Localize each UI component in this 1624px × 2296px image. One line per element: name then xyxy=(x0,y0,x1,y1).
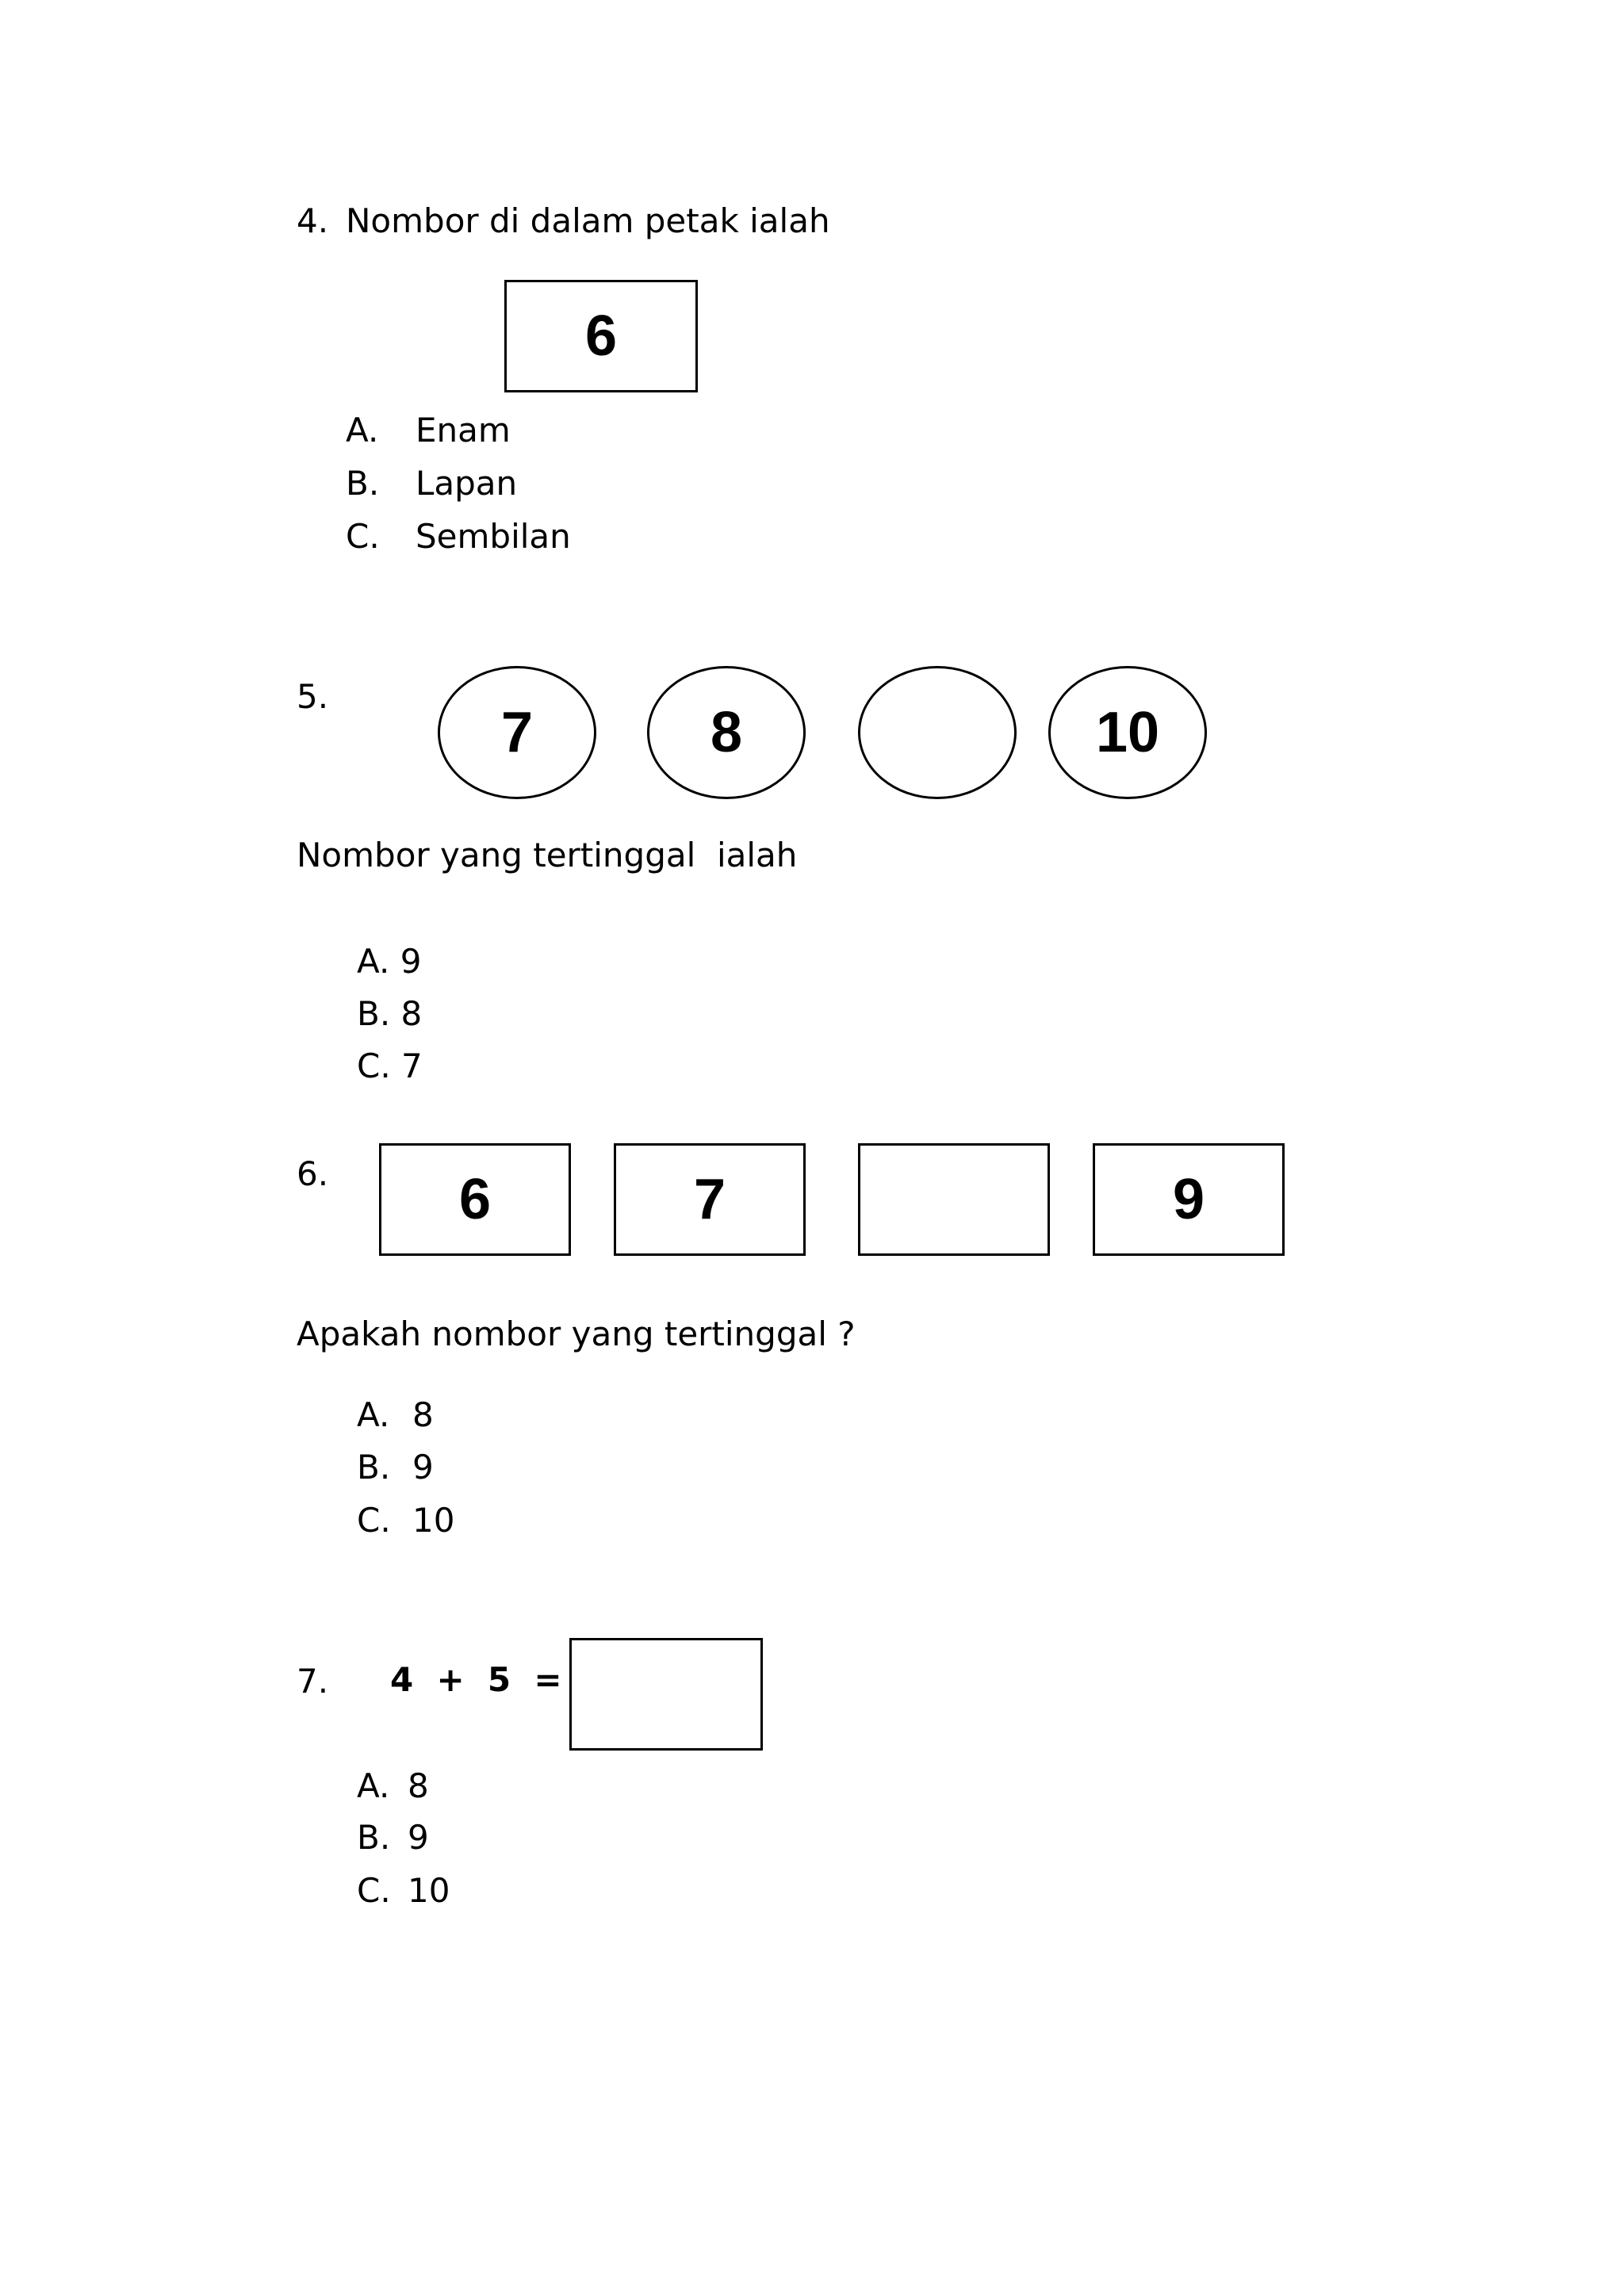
q4-option-c-letter: C. xyxy=(346,517,380,556)
q6-box-2: 7 xyxy=(614,1143,806,1256)
q6-box-4: 9 xyxy=(1093,1143,1285,1256)
q7-option-a-letter: A. xyxy=(357,1766,390,1805)
q5-question: Nombor yang tertinggal ialah xyxy=(297,836,798,874)
q4-number: 4. xyxy=(297,201,329,240)
q6-box-blank xyxy=(858,1143,1050,1256)
q4-question: Nombor di dalam petak ialah xyxy=(346,201,830,240)
q6-option-c-letter: C. xyxy=(357,1501,391,1540)
q6-option-a-text: 8 xyxy=(412,1395,434,1434)
q5-circle-blank xyxy=(858,666,1017,799)
q7-answer-box xyxy=(569,1638,763,1751)
q6-question: Apakah nombor yang tertinggal ? xyxy=(297,1314,856,1353)
q4-option-c-text: Sembilan xyxy=(416,517,571,556)
q7-option-c-text: 10 xyxy=(408,1871,450,1910)
q6-option-c-text: 10 xyxy=(412,1501,455,1540)
q7-option-c-letter: C. xyxy=(357,1871,391,1910)
q6-box-1: 6 xyxy=(379,1143,571,1256)
q6-option-a-letter: A. xyxy=(357,1395,390,1434)
q5-option-b: B. 8 xyxy=(357,994,423,1033)
q7-option-a-text: 8 xyxy=(408,1766,429,1805)
q5-circle-1: 7 xyxy=(438,666,596,799)
q7-number: 7. xyxy=(297,1662,329,1701)
q4-option-a-text: Enam xyxy=(416,411,511,450)
q7-equation: 4 + 5 = xyxy=(390,1660,562,1699)
q7-option-b-letter: B. xyxy=(357,1818,391,1857)
q5-option-a: A. 9 xyxy=(357,942,422,981)
q4-number-box: 6 xyxy=(504,280,698,392)
q4-option-a-letter: A. xyxy=(346,411,379,450)
q4-option-b-letter: B. xyxy=(346,464,380,503)
q5-circle-4: 10 xyxy=(1048,666,1207,799)
q6-option-b-text: 9 xyxy=(412,1448,434,1487)
q5-circle-2: 8 xyxy=(647,666,806,799)
q5-option-c: C. 7 xyxy=(357,1047,423,1085)
q6-number: 6. xyxy=(297,1154,329,1193)
q7-option-b-text: 9 xyxy=(408,1818,429,1857)
q4-option-b-text: Lapan xyxy=(416,464,518,503)
q6-option-b-letter: B. xyxy=(357,1448,391,1487)
q5-number: 5. xyxy=(297,677,329,716)
